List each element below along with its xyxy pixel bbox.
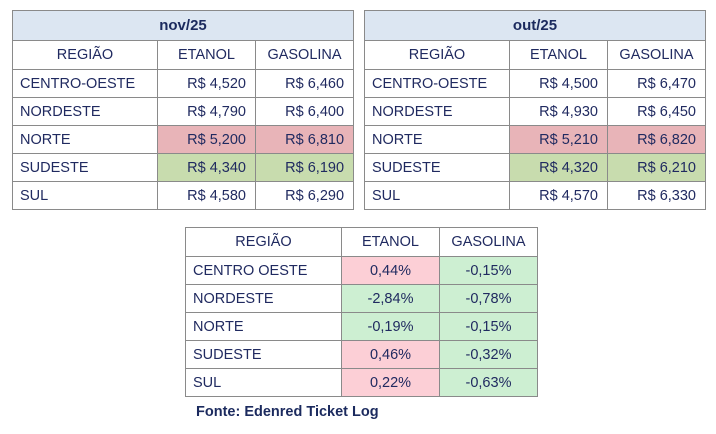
gasolina-value-lowest: R$ 6,190 (256, 154, 354, 182)
region-label: NORTE (186, 313, 342, 341)
gasolina-value-highest: R$ 6,810 (256, 126, 354, 154)
region-label: SUDESTE (13, 154, 158, 182)
region-label: NORTE (13, 126, 158, 154)
region-label: NORDESTE (186, 285, 342, 313)
table-row (186, 369, 538, 397)
region-label: SUDESTE (186, 341, 342, 369)
table-row (365, 70, 706, 98)
table-row (13, 98, 354, 126)
table-row (13, 154, 354, 182)
region-label: SUDESTE (365, 154, 510, 182)
gasolina-variation: -0,32% (440, 341, 538, 369)
gasolina-value: R$ 6,450 (608, 98, 706, 126)
etanol-variation: 0,22% (342, 369, 440, 397)
etanol-variation: 0,46% (342, 341, 440, 369)
etanol-value: R$ 4,520 (158, 70, 256, 98)
etanol-value: R$ 4,580 (158, 182, 256, 210)
etanol-variation: -2,84% (342, 285, 440, 313)
gasolina-variation: -0,63% (440, 369, 538, 397)
gasolina-value: R$ 6,330 (608, 182, 706, 210)
region-label: NORDESTE (13, 98, 158, 126)
region-label: SUL (186, 369, 342, 397)
table-row (186, 257, 538, 285)
table-header-row (186, 228, 538, 257)
table-row (186, 285, 538, 313)
etanol-value-lowest: R$ 4,340 (158, 154, 256, 182)
column-header-gasolina: GASOLINA (256, 41, 354, 70)
column-header-gasolina: GASOLINA (608, 41, 706, 70)
gasolina-variation: -0,15% (440, 313, 538, 341)
table-nov25 (12, 10, 354, 210)
table-row (365, 182, 706, 210)
table-out25-title: out/25 (365, 11, 706, 41)
gasolina-value-highest: R$ 6,820 (608, 126, 706, 154)
gasolina-variation: -0,15% (440, 257, 538, 285)
etanol-value-highest: R$ 5,210 (510, 126, 608, 154)
region-label: CENTRO OESTE (186, 257, 342, 285)
gasolina-variation: -0,78% (440, 285, 538, 313)
etanol-value: R$ 4,570 (510, 182, 608, 210)
table-nov25-title: nov/25 (13, 11, 354, 41)
etanol-variation: -0,19% (342, 313, 440, 341)
column-header-etanol: ETANOL (158, 41, 256, 70)
etanol-value-highest: R$ 5,200 (158, 126, 256, 154)
column-header-regiao: REGIÃO (186, 228, 342, 257)
region-label: NORDESTE (365, 98, 510, 126)
region-label: CENTRO-OESTE (13, 70, 158, 98)
table-row (13, 182, 354, 210)
etanol-value: R$ 4,930 (510, 98, 608, 126)
column-header-regiao: REGIÃO (13, 41, 158, 70)
column-header-etanol: ETANOL (342, 228, 440, 257)
region-label: NORTE (365, 126, 510, 154)
table-title-row (365, 11, 706, 41)
table-header-row (13, 41, 354, 70)
region-label: SUL (365, 182, 510, 210)
table-row (186, 313, 538, 341)
column-header-regiao: REGIÃO (365, 41, 510, 70)
gasolina-value: R$ 6,470 (608, 70, 706, 98)
gasolina-value: R$ 6,290 (256, 182, 354, 210)
etanol-variation: 0,44% (342, 257, 440, 285)
table-row (13, 126, 354, 154)
etanol-value-lowest: R$ 4,320 (510, 154, 608, 182)
gasolina-value-lowest: R$ 6,210 (608, 154, 706, 182)
region-label: SUL (13, 182, 158, 210)
table-row (13, 70, 354, 98)
table-header-row (365, 41, 706, 70)
source-note: Fonte: Edenred Ticket Log (196, 404, 379, 420)
table-row (186, 341, 538, 369)
table-row (365, 126, 706, 154)
gasolina-value: R$ 6,400 (256, 98, 354, 126)
region-label: CENTRO-OESTE (365, 70, 510, 98)
gasolina-value: R$ 6,460 (256, 70, 354, 98)
etanol-value: R$ 4,500 (510, 70, 608, 98)
column-header-etanol: ETANOL (510, 41, 608, 70)
table-title-row (13, 11, 354, 41)
table-out25 (364, 10, 706, 210)
table-variacao (185, 227, 538, 397)
column-header-gasolina: GASOLINA (440, 228, 538, 257)
etanol-value: R$ 4,790 (158, 98, 256, 126)
table-row (365, 98, 706, 126)
table-row (365, 154, 706, 182)
